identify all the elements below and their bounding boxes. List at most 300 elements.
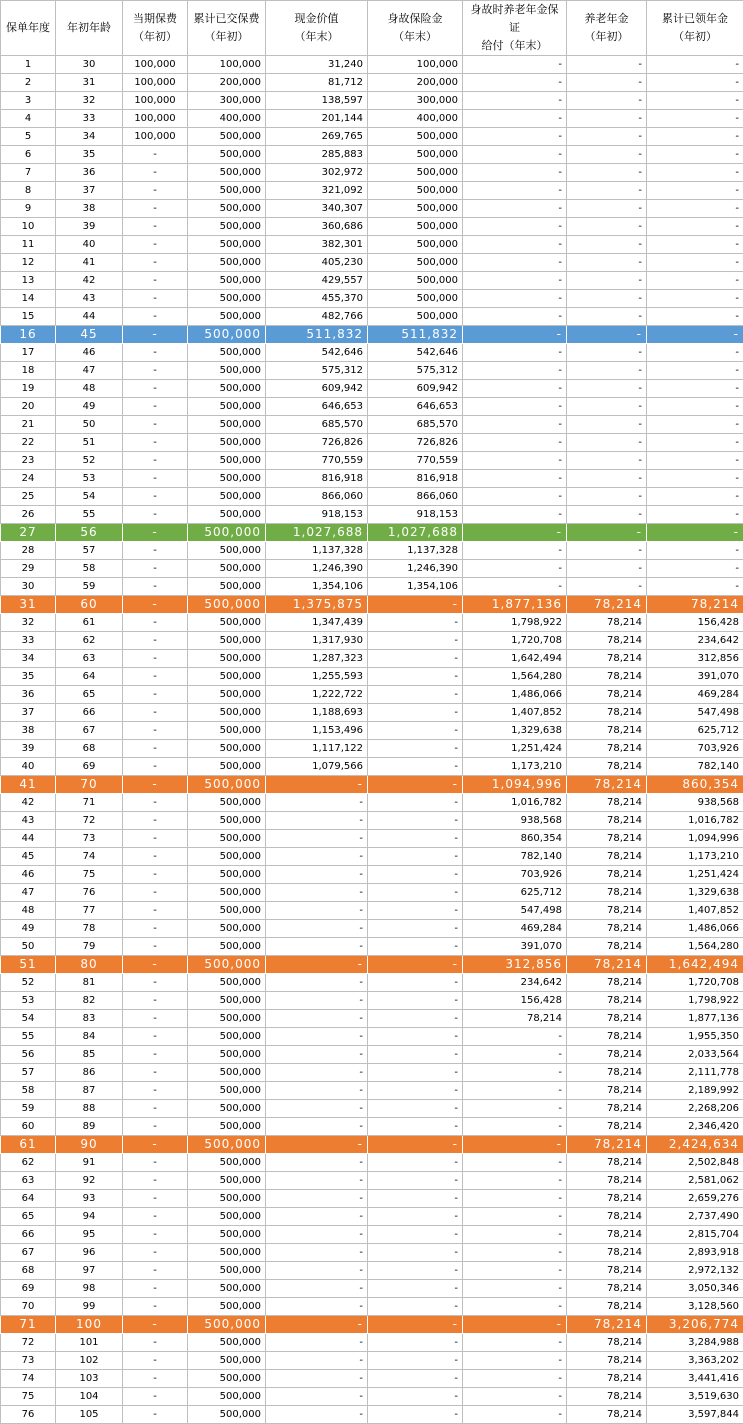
- table-row: [1, 1028, 743, 1046]
- cell-cumulative-annuity: -: [647, 380, 743, 398]
- cell-cumulative-annuity: 2,424,634: [647, 1136, 743, 1154]
- cell-age: 38: [56, 200, 123, 218]
- cell-cumulative-premium: 500,000: [188, 740, 266, 758]
- cell-annuity: 78,214: [567, 650, 647, 668]
- cell-annuity: 78,214: [567, 596, 647, 614]
- cell-death-benefit: -: [368, 1208, 463, 1226]
- cell-annuity: -: [567, 92, 647, 110]
- table-row: [1, 1388, 743, 1406]
- cell-cumulative-annuity: 78,214: [647, 596, 743, 614]
- cell-age: 43: [56, 290, 123, 308]
- cell-death-benefit: 500,000: [368, 128, 463, 146]
- cell-cumulative-annuity: 3,128,560: [647, 1298, 743, 1316]
- cell-cash-value: -: [266, 1046, 368, 1064]
- cell-age: 42: [56, 272, 123, 290]
- cell-guaranteed-annuity: -: [463, 146, 567, 164]
- cell-annuity: -: [567, 470, 647, 488]
- cell-cumulative-annuity: 156,428: [647, 614, 743, 632]
- cell-guaranteed-annuity: -: [463, 524, 567, 542]
- cell-death-benefit: 1,137,328: [368, 542, 463, 560]
- cell-cumulative-premium: 500,000: [188, 848, 266, 866]
- cell-policy-year: 70: [1, 1298, 56, 1316]
- cell-current-premium: -: [123, 650, 188, 668]
- cell-cumulative-premium: 500,000: [188, 524, 266, 542]
- cell-cash-value: 382,301: [266, 236, 368, 254]
- cell-guaranteed-annuity: 782,140: [463, 848, 567, 866]
- cell-cumulative-premium: 500,000: [188, 128, 266, 146]
- cell-death-benefit: -: [368, 1028, 463, 1046]
- cell-current-premium: -: [123, 1262, 188, 1280]
- cell-age: 73: [56, 830, 123, 848]
- table-row: [1, 164, 743, 182]
- cell-cumulative-premium: 500,000: [188, 578, 266, 596]
- cell-cumulative-annuity: 2,502,848: [647, 1154, 743, 1172]
- cell-cumulative-annuity: -: [647, 164, 743, 182]
- cell-cumulative-annuity: 3,597,844: [647, 1406, 743, 1424]
- cell-cumulative-annuity: 1,564,280: [647, 938, 743, 956]
- table-row: [1, 1298, 743, 1316]
- cell-cash-value: -: [266, 956, 368, 974]
- cell-current-premium: -: [123, 848, 188, 866]
- cell-cumulative-premium: 500,000: [188, 1298, 266, 1316]
- cell-age: 105: [56, 1406, 123, 1424]
- cell-annuity: -: [567, 164, 647, 182]
- cell-cash-value: 1,246,390: [266, 560, 368, 578]
- cell-cumulative-annuity: -: [647, 110, 743, 128]
- cell-cumulative-annuity: 2,659,276: [647, 1190, 743, 1208]
- cell-current-premium: -: [123, 668, 188, 686]
- cell-cumulative-annuity: 391,070: [647, 668, 743, 686]
- cell-death-benefit: -: [368, 1046, 463, 1064]
- cell-cash-value: 302,972: [266, 164, 368, 182]
- cell-cash-value: -: [266, 1082, 368, 1100]
- cell-annuity: -: [567, 218, 647, 236]
- cell-policy-year: 46: [1, 866, 56, 884]
- cell-age: 40: [56, 236, 123, 254]
- cell-cumulative-premium: 500,000: [188, 236, 266, 254]
- cell-cumulative-premium: 500,000: [188, 362, 266, 380]
- cell-annuity: -: [567, 452, 647, 470]
- cell-cumulative-premium: 500,000: [188, 1208, 266, 1226]
- cell-current-premium: -: [123, 218, 188, 236]
- cell-guaranteed-annuity: -: [463, 1262, 567, 1280]
- table-row: [1, 380, 743, 398]
- cell-annuity: -: [567, 524, 647, 542]
- cell-annuity: 78,214: [567, 1208, 647, 1226]
- cell-current-premium: -: [123, 722, 188, 740]
- col-header-death-benefit: [368, 1, 463, 56]
- cell-annuity: 78,214: [567, 704, 647, 722]
- cell-annuity: -: [567, 344, 647, 362]
- cell-policy-year: 5: [1, 128, 56, 146]
- cell-policy-year: 4: [1, 110, 56, 128]
- cell-cumulative-premium: 500,000: [188, 1352, 266, 1370]
- cell-annuity: -: [567, 74, 647, 92]
- cell-policy-year: 44: [1, 830, 56, 848]
- cell-annuity: 78,214: [567, 1388, 647, 1406]
- cell-death-benefit: -: [368, 1154, 463, 1172]
- cell-death-benefit: -: [368, 614, 463, 632]
- cell-cumulative-premium: 500,000: [188, 938, 266, 956]
- cell-policy-year: 13: [1, 272, 56, 290]
- cell-policy-year: 38: [1, 722, 56, 740]
- cell-policy-year: 40: [1, 758, 56, 776]
- cell-current-premium: -: [123, 1226, 188, 1244]
- header-text: 现金价值: [270, 10, 363, 28]
- cell-cash-value: 609,942: [266, 380, 368, 398]
- cell-death-benefit: 500,000: [368, 272, 463, 290]
- cell-guaranteed-annuity: 1,720,708: [463, 632, 567, 650]
- cell-age: 66: [56, 704, 123, 722]
- cell-annuity: 78,214: [567, 758, 647, 776]
- cell-cumulative-premium: 500,000: [188, 668, 266, 686]
- cell-annuity: 78,214: [567, 1028, 647, 1046]
- cell-cash-value: 1,117,122: [266, 740, 368, 758]
- table-row: [1, 272, 743, 290]
- table-row: [1, 236, 743, 254]
- cell-cash-value: -: [266, 812, 368, 830]
- table-row: [1, 1262, 743, 1280]
- cell-cumulative-premium: 500,000: [188, 1136, 266, 1154]
- cell-cumulative-annuity: 1,016,782: [647, 812, 743, 830]
- cell-current-premium: 100,000: [123, 56, 188, 74]
- cell-age: 44: [56, 308, 123, 326]
- cell-age: 67: [56, 722, 123, 740]
- cell-policy-year: 3: [1, 92, 56, 110]
- cell-guaranteed-annuity: -: [463, 128, 567, 146]
- cell-guaranteed-annuity: 1,251,424: [463, 740, 567, 758]
- cell-guaranteed-annuity: -: [463, 1334, 567, 1352]
- cell-age: 83: [56, 1010, 123, 1028]
- cell-death-benefit: -: [368, 1100, 463, 1118]
- cell-age: 99: [56, 1298, 123, 1316]
- cell-age: 58: [56, 560, 123, 578]
- cell-policy-year: 32: [1, 614, 56, 632]
- cell-cash-value: -: [266, 920, 368, 938]
- table-row: [1, 902, 743, 920]
- cell-guaranteed-annuity: -: [463, 1082, 567, 1100]
- cell-death-benefit: -: [368, 938, 463, 956]
- cell-cash-value: -: [266, 1208, 368, 1226]
- cell-guaranteed-annuity: 1,094,996: [463, 776, 567, 794]
- cell-current-premium: -: [123, 290, 188, 308]
- cell-current-premium: -: [123, 1172, 188, 1190]
- cell-annuity: 78,214: [567, 1118, 647, 1136]
- cell-death-benefit: 500,000: [368, 218, 463, 236]
- cell-cumulative-annuity: -: [647, 578, 743, 596]
- cell-cash-value: 138,597: [266, 92, 368, 110]
- cell-cumulative-annuity: -: [647, 218, 743, 236]
- cell-annuity: 78,214: [567, 1010, 647, 1028]
- cell-guaranteed-annuity: 938,568: [463, 812, 567, 830]
- cell-cumulative-premium: 500,000: [188, 380, 266, 398]
- table-row: [1, 434, 743, 452]
- cell-cumulative-premium: 500,000: [188, 1316, 266, 1334]
- cell-death-benefit: -: [368, 902, 463, 920]
- cell-death-benefit: -: [368, 1316, 463, 1334]
- cell-age: 71: [56, 794, 123, 812]
- table-row: [1, 560, 743, 578]
- cell-policy-year: 8: [1, 182, 56, 200]
- cell-death-benefit: -: [368, 1388, 463, 1406]
- cell-annuity: 78,214: [567, 956, 647, 974]
- header-text: 身故时养老年金保证: [467, 1, 562, 37]
- table-row: [1, 398, 743, 416]
- cell-policy-year: 2: [1, 74, 56, 92]
- cell-cumulative-annuity: 3,519,630: [647, 1388, 743, 1406]
- cell-current-premium: -: [123, 1334, 188, 1352]
- cell-cumulative-premium: 500,000: [188, 1388, 266, 1406]
- cell-cash-value: -: [266, 1028, 368, 1046]
- cell-cumulative-premium: 500,000: [188, 146, 266, 164]
- cell-policy-year: 25: [1, 488, 56, 506]
- cell-policy-year: 27: [1, 524, 56, 542]
- cell-cumulative-premium: 500,000: [188, 488, 266, 506]
- cell-cash-value: 1,137,328: [266, 542, 368, 560]
- cell-current-premium: -: [123, 164, 188, 182]
- cell-cash-value: 1,354,106: [266, 578, 368, 596]
- cell-annuity: 78,214: [567, 1136, 647, 1154]
- table-row: [1, 92, 743, 110]
- cell-cumulative-premium: 300,000: [188, 92, 266, 110]
- header-text: 身故保险金: [372, 10, 458, 28]
- cell-age: 65: [56, 686, 123, 704]
- cell-annuity: -: [567, 398, 647, 416]
- cell-age: 33: [56, 110, 123, 128]
- cell-cumulative-annuity: 3,206,774: [647, 1316, 743, 1334]
- cell-cash-value: -: [266, 1298, 368, 1316]
- cell-guaranteed-annuity: 78,214: [463, 1010, 567, 1028]
- cell-policy-year: 45: [1, 848, 56, 866]
- cell-current-premium: -: [123, 506, 188, 524]
- cell-annuity: -: [567, 290, 647, 308]
- cell-death-benefit: 816,918: [368, 470, 463, 488]
- cell-guaranteed-annuity: -: [463, 272, 567, 290]
- cell-death-benefit: 500,000: [368, 290, 463, 308]
- cell-current-premium: -: [123, 182, 188, 200]
- cell-current-premium: -: [123, 524, 188, 542]
- cell-guaranteed-annuity: -: [463, 1370, 567, 1388]
- cell-cumulative-premium: 500,000: [188, 254, 266, 272]
- cell-annuity: -: [567, 434, 647, 452]
- cell-policy-year: 49: [1, 920, 56, 938]
- cell-current-premium: -: [123, 704, 188, 722]
- cell-death-benefit: -: [368, 1244, 463, 1262]
- cell-current-premium: -: [123, 344, 188, 362]
- cell-cash-value: 1,153,496: [266, 722, 368, 740]
- cell-policy-year: 12: [1, 254, 56, 272]
- cell-cumulative-premium: 500,000: [188, 272, 266, 290]
- cell-cash-value: -: [266, 794, 368, 812]
- cell-cumulative-annuity: -: [647, 344, 743, 362]
- cell-cumulative-annuity: -: [647, 128, 743, 146]
- cell-policy-year: 10: [1, 218, 56, 236]
- cell-current-premium: -: [123, 1046, 188, 1064]
- cell-age: 81: [56, 974, 123, 992]
- cell-cash-value: -: [266, 938, 368, 956]
- cell-cumulative-premium: 500,000: [188, 632, 266, 650]
- cell-policy-year: 76: [1, 1406, 56, 1424]
- header-subtext: （年初）: [571, 28, 642, 46]
- cell-cumulative-premium: 500,000: [188, 704, 266, 722]
- cell-cash-value: 31,240: [266, 56, 368, 74]
- cell-current-premium: -: [123, 542, 188, 560]
- cell-death-benefit: 500,000: [368, 182, 463, 200]
- cell-cumulative-premium: 500,000: [188, 902, 266, 920]
- cell-current-premium: -: [123, 974, 188, 992]
- cell-age: 46: [56, 344, 123, 362]
- table-row-highlighted: [1, 524, 743, 542]
- cell-policy-year: 19: [1, 380, 56, 398]
- cell-annuity: 78,214: [567, 1190, 647, 1208]
- cell-cumulative-premium: 500,000: [188, 1244, 266, 1262]
- header-subtext: （年初）: [651, 28, 739, 46]
- cell-death-benefit: -: [368, 1352, 463, 1370]
- cell-current-premium: -: [123, 632, 188, 650]
- cell-cumulative-annuity: 782,140: [647, 758, 743, 776]
- cell-guaranteed-annuity: 547,498: [463, 902, 567, 920]
- table-row: [1, 110, 743, 128]
- cell-policy-year: 56: [1, 1046, 56, 1064]
- cell-guaranteed-annuity: -: [463, 362, 567, 380]
- cell-annuity: 78,214: [567, 1352, 647, 1370]
- cell-death-benefit: -: [368, 884, 463, 902]
- cell-cash-value: 646,653: [266, 398, 368, 416]
- cell-annuity: -: [567, 110, 647, 128]
- cell-policy-year: 22: [1, 434, 56, 452]
- cell-death-benefit: 300,000: [368, 92, 463, 110]
- cell-current-premium: -: [123, 362, 188, 380]
- cell-cash-value: 321,092: [266, 182, 368, 200]
- cell-age: 75: [56, 866, 123, 884]
- cell-annuity: -: [567, 308, 647, 326]
- cell-guaranteed-annuity: -: [463, 1244, 567, 1262]
- cell-death-benefit: -: [368, 1262, 463, 1280]
- table-row: [1, 416, 743, 434]
- cell-cash-value: 1,375,875: [266, 596, 368, 614]
- cell-cumulative-premium: 500,000: [188, 614, 266, 632]
- table-row: [1, 974, 743, 992]
- cell-policy-year: 33: [1, 632, 56, 650]
- table-row-highlighted: [1, 1316, 743, 1334]
- cell-cumulative-premium: 500,000: [188, 920, 266, 938]
- cell-current-premium: -: [123, 470, 188, 488]
- cell-policy-year: 15: [1, 308, 56, 326]
- cell-cumulative-premium: 500,000: [188, 1100, 266, 1118]
- cell-death-benefit: 726,826: [368, 434, 463, 452]
- cell-current-premium: -: [123, 452, 188, 470]
- cell-cumulative-annuity: -: [647, 254, 743, 272]
- cell-guaranteed-annuity: -: [463, 1352, 567, 1370]
- cell-cumulative-premium: 500,000: [188, 992, 266, 1010]
- cell-cumulative-annuity: 1,486,066: [647, 920, 743, 938]
- cell-guaranteed-annuity: -: [463, 1172, 567, 1190]
- cell-cumulative-annuity: 1,642,494: [647, 956, 743, 974]
- cell-death-benefit: -: [368, 740, 463, 758]
- cell-cash-value: -: [266, 1262, 368, 1280]
- cell-current-premium: -: [123, 776, 188, 794]
- cell-cumulative-annuity: -: [647, 56, 743, 74]
- cell-cash-value: -: [266, 1352, 368, 1370]
- cell-guaranteed-annuity: -: [463, 56, 567, 74]
- table-row: [1, 452, 743, 470]
- cell-age: 45: [56, 326, 123, 344]
- cell-death-benefit: 866,060: [368, 488, 463, 506]
- table-row: [1, 1118, 743, 1136]
- cell-guaranteed-annuity: 391,070: [463, 938, 567, 956]
- cell-cash-value: -: [266, 1064, 368, 1082]
- cell-guaranteed-annuity: -: [463, 1280, 567, 1298]
- table-row: [1, 1100, 743, 1118]
- cell-cumulative-premium: 500,000: [188, 200, 266, 218]
- cell-cash-value: -: [266, 1118, 368, 1136]
- cell-cash-value: -: [266, 1190, 368, 1208]
- cell-policy-year: 6: [1, 146, 56, 164]
- cell-cumulative-annuity: -: [647, 506, 743, 524]
- cell-cumulative-premium: 500,000: [188, 884, 266, 902]
- col-header-cash-value: [266, 1, 368, 56]
- cell-annuity: -: [567, 200, 647, 218]
- cell-age: 30: [56, 56, 123, 74]
- header-text: 年初年龄: [60, 19, 118, 37]
- cell-annuity: 78,214: [567, 1316, 647, 1334]
- cell-annuity: 78,214: [567, 830, 647, 848]
- cell-death-benefit: 685,570: [368, 416, 463, 434]
- cell-guaranteed-annuity: -: [463, 488, 567, 506]
- cell-policy-year: 53: [1, 992, 56, 1010]
- table-row: [1, 938, 743, 956]
- cell-cash-value: 1,255,593: [266, 668, 368, 686]
- cell-annuity: -: [567, 56, 647, 74]
- cell-current-premium: -: [123, 830, 188, 848]
- cell-policy-year: 59: [1, 1100, 56, 1118]
- cell-cash-value: 511,832: [266, 326, 368, 344]
- table-row: [1, 128, 743, 146]
- col-header-cumulative-annuity: [647, 1, 743, 56]
- cell-cumulative-annuity: -: [647, 74, 743, 92]
- table-row-highlighted: [1, 596, 743, 614]
- cell-cash-value: 1,287,323: [266, 650, 368, 668]
- header-subtext: 给付（年末）: [467, 37, 562, 55]
- cell-policy-year: 50: [1, 938, 56, 956]
- cell-death-benefit: -: [368, 1226, 463, 1244]
- cell-current-premium: -: [123, 326, 188, 344]
- table-row: [1, 218, 743, 236]
- cell-policy-year: 18: [1, 362, 56, 380]
- cell-guaranteed-annuity: 1,877,136: [463, 596, 567, 614]
- cell-cash-value: -: [266, 1100, 368, 1118]
- table-row: [1, 1352, 743, 1370]
- cell-current-premium: -: [123, 380, 188, 398]
- cell-cash-value: 269,765: [266, 128, 368, 146]
- cell-annuity: -: [567, 362, 647, 380]
- cell-current-premium: -: [123, 920, 188, 938]
- cell-current-premium: 100,000: [123, 92, 188, 110]
- cell-current-premium: -: [123, 992, 188, 1010]
- cell-guaranteed-annuity: -: [463, 308, 567, 326]
- cell-cumulative-annuity: 1,329,638: [647, 884, 743, 902]
- cell-policy-year: 60: [1, 1118, 56, 1136]
- cell-cumulative-premium: 500,000: [188, 1190, 266, 1208]
- cell-death-benefit: -: [368, 794, 463, 812]
- cell-death-benefit: 575,312: [368, 362, 463, 380]
- cell-death-benefit: -: [368, 668, 463, 686]
- header-text: 累计已交保费: [192, 10, 261, 28]
- cell-annuity: 78,214: [567, 1298, 647, 1316]
- table-row: [1, 488, 743, 506]
- cell-age: 76: [56, 884, 123, 902]
- cell-guaranteed-annuity: 1,798,922: [463, 614, 567, 632]
